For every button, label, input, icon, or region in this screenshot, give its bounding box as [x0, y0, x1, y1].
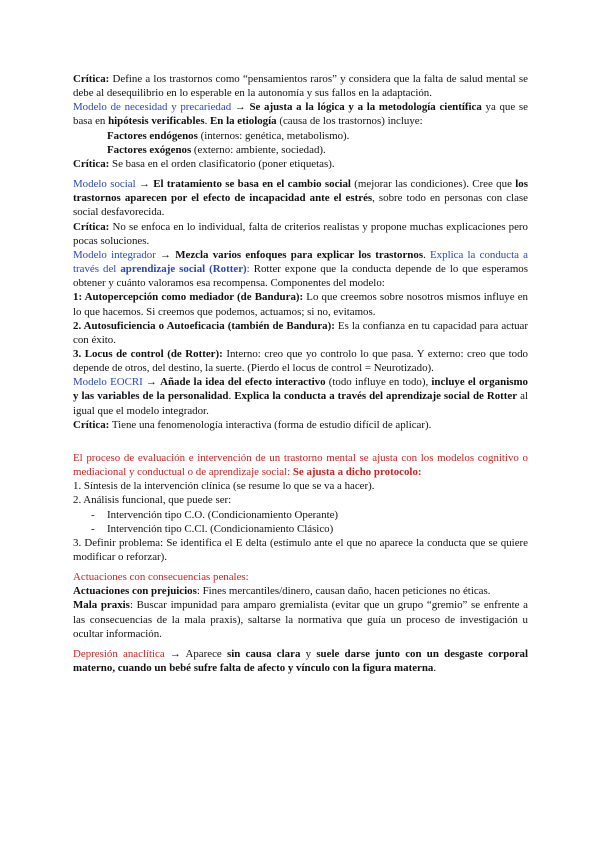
- dash-icon: -: [91, 508, 95, 521]
- mala-praxis-label: Mala praxis: [73, 599, 130, 612]
- list-item-text: Intervención tipo C.O. (Condicionamiento Operante): [107, 508, 339, 521]
- actuaciones-prejuicios-text: : Fines mercantiles/dinero, causan daño, hacen peticiones no éticas.: [196, 585, 491, 598]
- arrow-icon: →: [231, 101, 250, 114]
- arrow-icon: →: [164, 647, 186, 660]
- critica-paragraph-1: [73, 72, 528, 100]
- text-span: (todo influye en todo),: [325, 376, 432, 389]
- critica-text: No se enfoca en lo individual, falta de criterios realistas y propone muchas explicaciones pero pocas soluciones.: [73, 220, 528, 247]
- proceso-evaluacion-text: El proceso de evaluación e intervención de un trastorno mental se ajusta con los modelos cognitivo o mediacional y conductual o de aprendizaje social:: [73, 451, 528, 479]
- actuaciones-heading: [73, 570, 528, 584]
- factores-exogenos-text: (externo: ambiente, sociedad).: [191, 143, 326, 156]
- factores-endogenos-label: Factores endógenos: [107, 129, 198, 142]
- critica-paragraph-4: [73, 418, 528, 432]
- critica-label: Crítica:: [73, 418, 110, 431]
- componente-item-2: [73, 319, 528, 347]
- critica-paragraph-3: [73, 220, 528, 248]
- bold-phrase: Se ajusta a la lógica y a la metodología científica: [249, 101, 482, 114]
- bold-phrase: El tratamiento se basa en el cambio social: [153, 178, 351, 191]
- critica-text: Define a los trastornos como “pensamientos raros” y considera que la falta de salud mental se debe al desequilibrio en lo esperable en la autonomía y sus fallos en la adaptación.: [73, 73, 528, 100]
- bold-phrase: sin causa clara: [227, 647, 301, 660]
- text-span: (mejorar las condiciones). Cree que: [350, 178, 516, 191]
- bold-phrase: los trastornos aparecen por el efecto de incapacidad ante el estrés: [73, 178, 528, 205]
- componente-label: 2. Autosuficiencia o Autoeficacia (también de Bandura):: [73, 319, 335, 332]
- document-page: [73, 72, 528, 675]
- critica-label: Crítica:: [73, 220, 110, 233]
- analisis-list: [73, 508, 528, 536]
- factores-endogenos: [73, 129, 528, 143]
- protocolo-phrase: Se ajusta a dicho protocolo:: [290, 466, 422, 479]
- bold-phrase: hipótesis verificables: [108, 115, 205, 128]
- step-2: 2. Análisis funcional, que puede ser:: [73, 494, 232, 507]
- modelo-eocri-title: Modelo EOCRI: [73, 376, 143, 389]
- blue-phrase: Explica la conducta a través del: [73, 248, 528, 276]
- blue-colon: :: [246, 263, 250, 276]
- modelo-integrador-paragraph: [73, 248, 528, 290]
- text-span: .: [423, 248, 431, 261]
- componente-item-3: [73, 347, 528, 375]
- text-span: (causa de los trastornos) incluye:: [276, 115, 423, 128]
- text-span: , sobre todo en personas con clase social desfavorecida.: [73, 192, 528, 219]
- text-span: .: [204, 115, 211, 128]
- bold-phrase: Explica la conducta a través del aprendizaje social de Rotter: [234, 390, 518, 403]
- modelo-social-title: Modelo social: [73, 178, 136, 191]
- text-span: al igual que el modelo integrador.: [73, 390, 528, 417]
- factores-exogenos: [73, 143, 528, 157]
- bold-phrase: Añade la idea del efecto interactivo: [160, 376, 326, 389]
- step-3: 3. Definir problema: Se identifica el E delta (estímulo ante el que no aparece la conducta que se quiere modificar o reforzar).: [73, 536, 528, 563]
- actuaciones-prejuicios: [73, 584, 528, 598]
- bold-phrase: En la etiología: [210, 115, 277, 128]
- critica-text: Tiene una fenomenología interactiva (forma de estudio difícil de aplicar).: [109, 418, 432, 431]
- arrow-icon: →: [135, 178, 154, 191]
- bold-phrase: Mezcla varios enfoques para explicar los trastornos: [175, 248, 424, 261]
- critica-label: Crítica:: [73, 157, 110, 170]
- factores-exogenos-label: Factores exógenos: [107, 143, 192, 156]
- list-item-text: Intervención tipo C.Cl. (Condicionamiento Clásico): [107, 522, 334, 535]
- componente-text: Interno: creo que yo controlo lo que pasa. Y externo: creo que todo depende de otros, del destino, la suerte. (Pierdo el locus de control = Neurotizado).: [73, 347, 528, 375]
- text-span: ya que se basa en: [73, 101, 528, 128]
- componente-text: Es la confianza en tu capacidad para actuar con éxito.: [73, 319, 528, 346]
- depresion-anaclitica-paragraph: [73, 647, 528, 675]
- arrow-icon: →: [142, 376, 161, 389]
- actuaciones-heading-text: Actuaciones con consecuencias penales:: [73, 571, 249, 584]
- componente-label: 3. Locus de control (de Rotter):: [73, 347, 223, 360]
- dash-icon: -: [91, 522, 95, 535]
- list-item: [73, 522, 528, 536]
- mala-praxis: [73, 598, 528, 640]
- text-span: Aparece: [185, 647, 227, 660]
- step-1: 1. Síntesis de la intervención clínica (se resume lo que se va a hacer).: [73, 480, 375, 493]
- proceso-evaluacion-paragraph: [73, 451, 528, 479]
- modelo-eocri-paragraph: [73, 375, 528, 417]
- text-span: .: [228, 390, 235, 403]
- bold-phrase: incluye el organismo y las variables de la personalidad: [73, 376, 528, 403]
- modelo-necesidad-paragraph: [73, 100, 528, 128]
- bold-phrase: suele darse junto con un desgaste corporal materno, cuando un bebé sufre falta de afecto y vínculo con la figura materna: [73, 647, 529, 675]
- critica-label: Crítica:: [73, 73, 110, 85]
- factores-endogenos-text: (internos: genética, metabolismo).: [197, 129, 350, 142]
- componente-text: Lo que creemos sobre nosotros mismos influye en lo que hacemos. Si creemos que podemos, actuamos; si no, evitamos.: [73, 291, 529, 318]
- modelo-social-paragraph: [73, 177, 528, 219]
- actuaciones-prejuicios-label: Actuaciones con prejuicios: [73, 585, 197, 598]
- mala-praxis-text: : Buscar impunidad para amparo gremialista (evitar que un grupo “gremio” se enfrente a las consecuencias de la mala praxis), saltarse la normativa que guía un proceso de investigación u ocultar información.: [73, 599, 529, 640]
- modelo-integrador-title: Modelo integrador: [73, 248, 156, 261]
- text-span: y: [300, 647, 317, 660]
- componente-item-1: [73, 290, 528, 318]
- aprendizaje-social-phrase: aprendizaje social (Rotter): [120, 263, 247, 276]
- critica-text: Se basa en el orden clasificatorio (poner etiquetas).: [109, 157, 335, 170]
- componente-label: 1: Autopercepción como mediador (de Bandura):: [73, 291, 304, 304]
- text-span: Rotter expone que la conducta depende de lo que esperamos obtener y cuánto valoramos esa recompensa. Componentes del modelo:: [73, 263, 528, 290]
- depresion-anaclitica-title: Depresión anaclítica: [73, 647, 165, 660]
- list-item: [73, 508, 528, 522]
- modelo-necesidad-title: Modelo de necesidad y precariedad: [73, 101, 232, 114]
- arrow-icon: →: [155, 248, 176, 261]
- text-span: .: [433, 662, 437, 675]
- critica-paragraph-2: [73, 157, 528, 171]
